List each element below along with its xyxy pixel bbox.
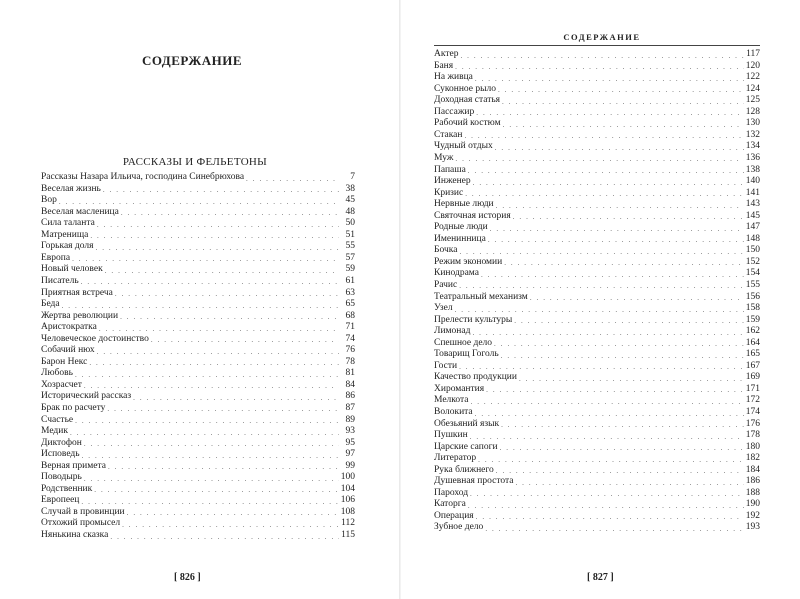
toc-entry-page: 130 xyxy=(745,118,760,129)
toc-entry-title: Суконное рыло xyxy=(434,83,496,94)
toc-entry-page: 59 xyxy=(345,264,355,275)
toc-entry-title: Узел xyxy=(434,303,453,314)
toc-entry-page: 164 xyxy=(745,337,760,348)
section-heading: РАССКАЗЫ И ФЕЛЬЕТОНЫ xyxy=(122,156,268,168)
leader-dots xyxy=(496,202,744,211)
toc-entry-page: 97 xyxy=(345,449,355,460)
toc-entry-title: Жертва революции xyxy=(41,310,119,321)
leader-dots xyxy=(490,225,744,234)
leader-dots xyxy=(470,433,744,442)
toc-entry-title: Литератор xyxy=(434,453,477,464)
toc-entry-page: 184 xyxy=(745,464,760,475)
leader-dots xyxy=(459,363,744,372)
toc-entry-page: 57 xyxy=(345,252,355,263)
toc-entry xyxy=(434,141,760,153)
toc-entry-page: 68 xyxy=(345,310,355,321)
toc-entry-title: Рачис xyxy=(434,279,458,290)
toc-entry-title: Горькая доля xyxy=(41,241,94,252)
toc-entry-page: 104 xyxy=(340,483,355,494)
toc-entry-page: 147 xyxy=(745,222,760,233)
toc-entry-page: 141 xyxy=(745,187,760,198)
toc-entry-page: 159 xyxy=(745,314,760,325)
toc-entry-title: Сила таланта xyxy=(41,218,95,229)
toc-entry-page: 136 xyxy=(745,152,760,163)
toc-entry-page: 100 xyxy=(340,472,355,483)
toc-entry-title: Хиромантия xyxy=(434,383,485,394)
leader-dots xyxy=(501,421,744,430)
toc-entry xyxy=(434,153,760,165)
toc-entry-page: 95 xyxy=(345,437,355,448)
toc-entry-page: 74 xyxy=(345,333,355,344)
toc-entry xyxy=(434,384,760,396)
toc-entry xyxy=(434,291,760,303)
leader-dots xyxy=(473,179,744,188)
leader-dots xyxy=(472,329,743,338)
toc-entry-page: 120 xyxy=(745,60,760,71)
toc-entry xyxy=(434,488,760,500)
toc-entry xyxy=(434,164,760,176)
toc-entry-title: Режим экономии xyxy=(434,256,503,267)
leader-dots xyxy=(475,410,744,419)
toc-entry-page: 93 xyxy=(345,426,355,437)
toc-entry-page: 48 xyxy=(345,206,355,217)
leader-dots xyxy=(496,467,744,476)
toc-entry xyxy=(434,349,760,361)
toc-entry xyxy=(434,395,760,407)
toc-entry-page: 156 xyxy=(745,291,760,302)
toc-entry-page: 106 xyxy=(340,495,355,506)
toc-entry-title: Прелести культуры xyxy=(434,314,513,325)
toc-entry-page: 78 xyxy=(345,356,355,367)
toc-entry-title: Папаша xyxy=(434,164,466,175)
leader-dots xyxy=(470,490,744,499)
toc-entry xyxy=(434,107,760,119)
toc-entry-page: 45 xyxy=(345,195,355,206)
toc-entry-title: Инженер xyxy=(434,176,471,187)
toc-entry-title: Муж xyxy=(434,152,454,163)
toc-entry-title: Случай в провинции xyxy=(41,506,125,517)
toc-entry-page: 112 xyxy=(341,518,355,529)
toc-entry-page: 176 xyxy=(745,418,760,429)
toc-entry xyxy=(434,118,760,130)
toc-entry-title: Мелкота xyxy=(434,395,469,406)
leader-dots xyxy=(460,52,744,61)
toc-entry-title: Исторический рассказ xyxy=(41,391,132,402)
leader-dots xyxy=(485,525,743,534)
toc-entry xyxy=(434,84,760,96)
toc-entry-title: Веселая жизнь xyxy=(41,183,101,194)
toc-entry-title: Новый человек xyxy=(41,264,103,275)
toc-entry xyxy=(434,407,760,419)
toc-entry-title: Европеец xyxy=(41,495,80,506)
toc-entry-title: На живца xyxy=(434,72,473,83)
toc-entry-page: 87 xyxy=(345,402,355,413)
page-title: СОДЕРЖАНИЕ xyxy=(141,53,243,68)
toc-entry xyxy=(434,499,760,511)
toc-entry-page: 158 xyxy=(745,303,760,314)
toc-entry-title: Театральный механизм xyxy=(434,291,528,302)
toc-entry-title: Кинодрама xyxy=(434,268,479,279)
toc-entry-title: Нервные люди xyxy=(434,199,494,210)
toc-entry-page: 143 xyxy=(745,199,760,210)
toc-entry-title: Баня xyxy=(434,60,454,71)
toc-entry xyxy=(434,338,760,350)
toc-entry-page: 167 xyxy=(745,360,760,371)
leader-dots xyxy=(464,132,743,141)
toc-entry xyxy=(434,372,760,384)
toc-entry xyxy=(434,234,760,246)
toc-entry-title: Барон Некс xyxy=(41,356,88,367)
toc-entry xyxy=(434,95,760,107)
toc-entry-page: 132 xyxy=(745,129,760,140)
toc-entry-page: 172 xyxy=(745,395,760,406)
toc-entry-title: Нянькина сказка xyxy=(41,530,109,540)
toc-entry-page: 38 xyxy=(345,183,355,194)
page-number-left: [ 826 ] xyxy=(174,572,201,583)
toc-entry-title: Царские сапоги xyxy=(434,441,498,452)
page-number-right: [ 827 ] xyxy=(587,572,614,583)
toc-entry xyxy=(434,268,760,280)
leader-dots xyxy=(519,375,744,384)
toc-entry-page: 99 xyxy=(345,460,355,471)
toc-entry xyxy=(434,188,760,200)
toc-entry xyxy=(434,222,760,234)
toc-entry-title: Родные люди xyxy=(434,222,488,233)
leader-dots xyxy=(503,121,744,130)
toc-entry-title: Матренища xyxy=(41,229,89,240)
toc-entry xyxy=(434,199,760,211)
toc-entry-page: 51 xyxy=(345,229,355,240)
toc-entry-title: Операция xyxy=(434,510,474,521)
toc-entry-title: Беда xyxy=(41,299,60,310)
toc-entry-title: Диктофон xyxy=(41,437,82,448)
toc-entry-title: Приятная встреча xyxy=(41,287,113,298)
toc-entry-page: 61 xyxy=(345,275,355,286)
toc-entry-page: 154 xyxy=(745,268,760,279)
toc-entry-title: Именинница xyxy=(434,233,486,244)
toc-entry-page: 145 xyxy=(745,210,760,221)
toc-entry-title: Рассказы Назара Ильича, господина Синебрюхова xyxy=(41,172,245,183)
toc-entry xyxy=(434,453,760,465)
toc-entry-title: Гости xyxy=(434,360,458,371)
toc-entry-page: 63 xyxy=(345,287,355,298)
leader-dots xyxy=(455,155,743,164)
toc-entry xyxy=(434,522,760,534)
toc-entry xyxy=(434,303,760,315)
toc-entry xyxy=(434,465,760,477)
toc-entry-title: Обезьяний язык xyxy=(434,418,500,429)
toc-entry xyxy=(434,315,760,327)
running-head-rule xyxy=(434,45,760,46)
toc-entry-page: 193 xyxy=(745,522,760,533)
toc-entry-title: Аристократка xyxy=(41,322,97,333)
toc-entry-title: Писатель xyxy=(41,275,79,286)
toc-entry xyxy=(434,442,760,454)
toc-entry-page: 55 xyxy=(345,241,355,252)
toc-entry-title: Бочка xyxy=(434,245,458,256)
toc-entry-title: Пассажир xyxy=(434,106,475,117)
toc-entry-title: Поводырь xyxy=(41,472,82,483)
toc-entry xyxy=(434,72,760,84)
toc-entry-page: 169 xyxy=(745,372,760,383)
toc-entry-title: Любовь xyxy=(41,368,73,379)
leader-dots xyxy=(500,444,744,453)
leader-dots xyxy=(459,248,743,257)
leader-dots xyxy=(481,271,744,280)
toc-entry xyxy=(434,280,760,292)
leader-dots xyxy=(455,63,744,72)
toc-entry-title: Святочная история xyxy=(434,210,511,221)
toc-entry-page: 148 xyxy=(745,233,760,244)
toc-entry-page: 124 xyxy=(745,83,760,94)
leader-dots xyxy=(468,167,744,176)
toc-entry-title: Стакан xyxy=(434,129,463,140)
leader-dots xyxy=(494,340,744,349)
toc-entry-title: Человеческое достоинство xyxy=(41,333,149,344)
toc-entry-page: 117 xyxy=(746,49,760,60)
toc-entry xyxy=(434,361,760,373)
leader-dots xyxy=(459,282,744,291)
toc-entry-page: 138 xyxy=(745,164,760,175)
toc-entry-title: Верная примета xyxy=(41,460,106,471)
toc-entry-title: Лимонад xyxy=(434,326,471,337)
toc-entry-title: Качество продукции xyxy=(434,372,517,383)
toc-entry-page: 125 xyxy=(745,95,760,106)
toc-entry-title: Веселая масленица xyxy=(41,206,119,217)
leader-dots xyxy=(486,386,744,395)
toc-entry xyxy=(434,430,760,442)
toc-entry-page: 150 xyxy=(745,245,760,256)
toc-entry-title: Собачий нюх xyxy=(41,345,95,356)
leader-dots xyxy=(501,352,744,361)
toc-entry xyxy=(434,511,760,523)
toc-entry-page: 108 xyxy=(340,506,355,517)
toc-entry-page: 84 xyxy=(345,379,355,390)
leader-dots xyxy=(513,213,744,222)
toc-entry-title: Пароход xyxy=(434,487,469,498)
toc-entry-page: 65 xyxy=(345,299,355,310)
toc-entry-page: 81 xyxy=(345,368,355,379)
toc-entry xyxy=(434,61,760,73)
toc-entry-page: 155 xyxy=(745,279,760,290)
toc-entry-page: 122 xyxy=(745,72,760,83)
toc-entry xyxy=(434,476,760,488)
toc-list-right xyxy=(434,49,760,534)
toc-entry-title: Брак по расчету xyxy=(41,402,106,413)
leader-dots xyxy=(468,502,744,511)
toc-entry-title: Исповедь xyxy=(41,449,80,460)
toc-entry-page: 86 xyxy=(345,391,355,402)
toc-entry-title: Спешное дело xyxy=(434,337,493,348)
toc-entry-title: Волокита xyxy=(434,407,473,417)
leader-dots xyxy=(530,294,744,303)
toc-entry-page: 152 xyxy=(745,256,760,267)
toc-entry-page: 76 xyxy=(345,345,355,356)
toc-entry-page: 186 xyxy=(745,476,760,487)
leader-dots xyxy=(476,513,744,522)
toc-entry-page: 188 xyxy=(745,487,760,498)
toc-entry-title: Актер xyxy=(434,49,459,60)
leader-dots xyxy=(514,317,743,326)
toc-entry-page: 7 xyxy=(350,172,355,183)
leader-dots xyxy=(478,456,744,465)
toc-entry xyxy=(434,130,760,142)
toc-entry-title: Пушкин xyxy=(434,430,468,441)
toc-entry-page: 178 xyxy=(745,430,760,441)
toc-entry xyxy=(434,176,760,188)
toc-entry xyxy=(434,211,760,223)
toc-entry-title: Товарищ Гоголь xyxy=(434,349,499,360)
toc-entry-title: Рабочий костюм xyxy=(434,118,501,129)
leader-dots xyxy=(455,306,744,315)
toc-entry-title: Доходная статья xyxy=(434,95,501,106)
toc-entry-page: 71 xyxy=(345,322,355,333)
toc-entry-title: Отхожий промысел xyxy=(41,518,121,529)
toc-entry-title: Рука ближнего xyxy=(434,464,494,475)
leader-dots xyxy=(488,236,744,245)
toc-entry-title: Кризис xyxy=(434,187,464,198)
leader-dots xyxy=(476,109,744,118)
toc-entry-page: 190 xyxy=(745,499,760,510)
toc-entry xyxy=(434,257,760,269)
toc-entry xyxy=(434,245,760,257)
toc-entry-page: 171 xyxy=(745,383,760,394)
toc-entry-page: 89 xyxy=(345,414,355,425)
leader-dots xyxy=(515,479,743,488)
toc-entry-title: Каторга xyxy=(434,499,466,510)
toc-entry-title: Медик xyxy=(41,426,68,437)
toc-entry-page: 165 xyxy=(745,349,760,360)
leader-dots xyxy=(465,190,744,199)
leader-dots xyxy=(498,86,744,95)
leader-dots xyxy=(502,98,744,107)
toc-entry xyxy=(434,419,760,431)
toc-entry-page: 192 xyxy=(745,510,760,521)
toc-entry-title: Родственник xyxy=(41,483,93,494)
toc-entry-title: Хозрасчет xyxy=(41,379,82,390)
toc-entry-title: Душевная простота xyxy=(434,476,514,487)
toc-entry-page: 162 xyxy=(745,326,760,337)
toc-entry-title: Зубное дело xyxy=(434,522,484,533)
toc-entry-page: 128 xyxy=(745,106,760,117)
leader-dots xyxy=(495,144,744,153)
leader-dots xyxy=(471,398,744,407)
toc-entry-page: 140 xyxy=(745,176,760,187)
toc-entry-page: 115 xyxy=(341,530,355,540)
toc-entry-page: 174 xyxy=(745,407,760,417)
toc-entry-page: 134 xyxy=(745,141,760,152)
toc-entry-title: Вор xyxy=(41,195,57,206)
leader-dots xyxy=(504,259,744,268)
toc-entry xyxy=(434,49,760,61)
toc-entry-page: 50 xyxy=(345,218,355,229)
leader-dots xyxy=(475,75,744,84)
toc-entry-page: 182 xyxy=(745,453,760,464)
toc-entry-title: Европа xyxy=(41,252,71,263)
toc-entry-title: Счастье xyxy=(41,414,74,425)
toc-entry-page: 180 xyxy=(745,441,760,452)
toc-entry xyxy=(434,326,760,338)
toc-entry-title: Чудный отдых xyxy=(434,141,493,152)
running-head: СОДЕРЖАНИЕ xyxy=(563,32,641,42)
